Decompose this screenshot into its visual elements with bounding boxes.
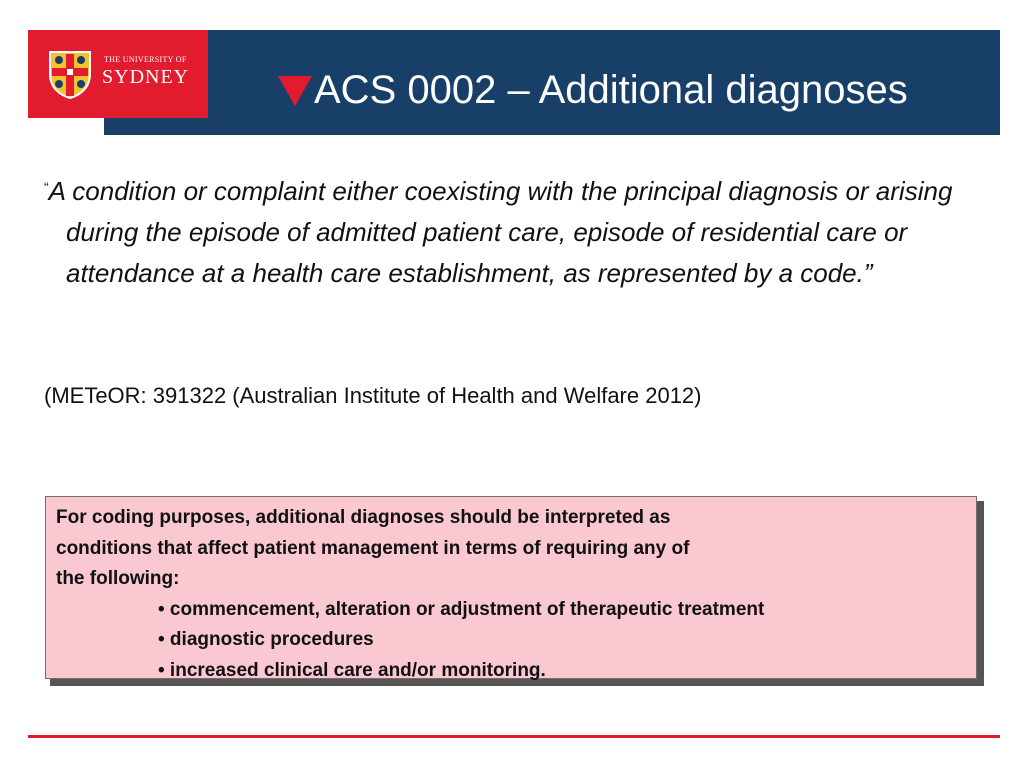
note-bullet-item: • increased clinical care and/or monitoring.: [158, 659, 546, 681]
footer-divider: [28, 735, 1000, 738]
quote-open-mark: “: [44, 179, 49, 195]
university-crest-icon: [46, 48, 94, 100]
definition-quote: [44, 167, 986, 294]
note-line: the following:: [56, 568, 180, 589]
logo-big-text: SYDNEY: [102, 66, 190, 88]
triangle-down-icon: [278, 76, 312, 106]
logo-small-text: THE UNIVERSITY OF: [104, 55, 187, 64]
slide-title-group: [278, 64, 908, 116]
note-line: For coding purposes, additional diagnoses should be interpreted as: [56, 507, 671, 528]
note-bullet-list: [56, 595, 966, 687]
coding-note-box: [45, 496, 977, 679]
quote-close-mark: ”: [863, 258, 873, 288]
note-line: conditions that affect patient management in terms of requiring any of: [56, 537, 690, 559]
quote-text: A condition or complaint either coexisting with the principal diagnosis or arising during the episode of admitted patient care, episode of residential care or attendance at a health care establishment, as represented by a code.: [48, 176, 953, 288]
university-logo: [28, 30, 208, 118]
citation: (METeOR: 391322 (Australian Institute of Health and Welfare 2012): [44, 383, 702, 408]
note-bullet-item: • diagnostic procedures: [158, 629, 374, 650]
slide-title: ACS 0002 – Additional diagnoses: [314, 68, 908, 112]
note-bullet-item: • commencement, alteration or adjustment of therapeutic treatment: [158, 598, 765, 620]
